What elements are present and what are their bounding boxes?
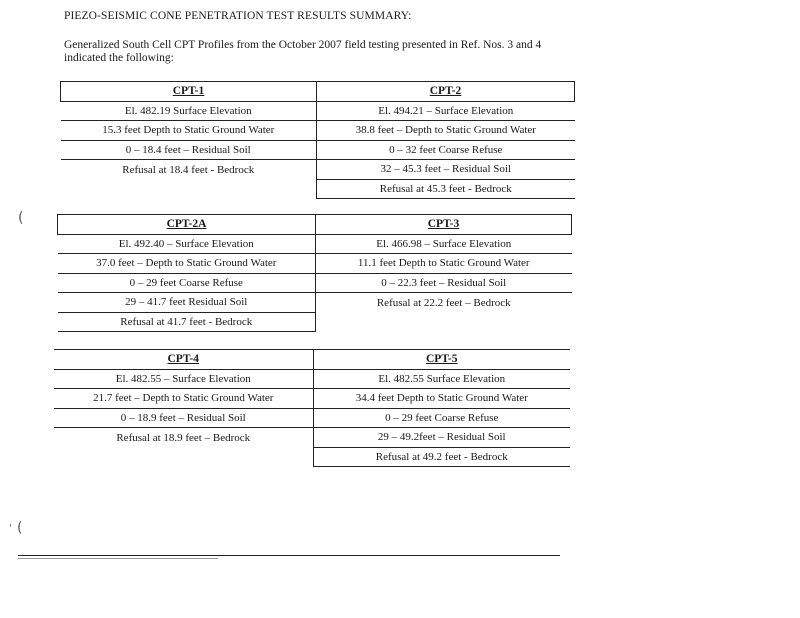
cpt-2-ground-water: 38.8 feet – Depth to Static Ground Water [317,121,575,141]
cpt-1-ground-water: 15.3 feet Depth to Static Ground Water [61,121,317,141]
cpt-3-elevation: El. 466.98 – Surface Elevation [316,234,572,254]
cpt-3-empty-cell [316,312,572,332]
cpt-2-heading: CPT-2 [317,82,575,102]
cpt-5-refusal: Refusal at 49.2 feet - Bedrock [313,447,570,467]
cpt-2a-refuse-layer: 0 – 29 feet Coarse Refuse [58,273,316,293]
cpt-4-soil-layer: 0 – 18.9 feet – Residual Soil [54,408,313,428]
cpt-2-soil-layer: 32 – 45.3 feet – Residual Soil [317,160,575,180]
bottom-rule [18,555,560,556]
cpt-2a-heading: CPT-2A [58,215,316,235]
cpt-3-heading: CPT-3 [316,215,572,235]
cpt-5-heading: CPT-5 [313,350,570,370]
cpt-2a-elevation: El. 492.40 – Surface Elevation [58,234,316,254]
cpt-2-elevation: El. 494.21 – Surface Elevation [317,101,575,121]
cpt-3-ground-water: 11.1 feet Depth to Static Ground Water [316,254,572,274]
cpt-2a-soil-layer: 29 – 41.7 feet Residual Soil [58,293,316,313]
scan-mark-1: ( [18,210,24,226]
page-title: PIEZO-SEISMIC CONE PENETRATION TEST RESULTS SUMMARY: [64,10,412,22]
cpt-1-soil-layer: 0 – 18.4 feet – Residual Soil [61,140,317,160]
cpt-1-elevation: El. 482.19 Surface Elevation [61,101,317,121]
cpt-5-refuse-layer: 0 – 29 feet Coarse Refuse [313,408,570,428]
cpt-1-empty-cell [61,179,317,199]
cpt-4-ground-water: 21.7 feet – Depth to Static Ground Water [54,389,313,409]
cpt-2a-refusal: Refusal at 41.7 feet - Bedrock [58,312,316,332]
cpt-3-soil-layer: 0 – 22.3 feet – Residual Soil [316,273,572,293]
scan-mark-2: ( [17,520,23,536]
scan-mark-3: ' [9,523,12,534]
intro-paragraph: Generalized South Cell CPT Profiles from the October 2007 field testing presented in Ref. Nos. 3 and 4 indicated the following: [64,39,542,64]
cpt-4-elevation: El. 482.55 – Surface Elevation [54,369,313,389]
cpt-table-2 [57,214,572,332]
cpt-2-refusal: Refusal at 45.3 feet - Bedrock [317,179,575,199]
cpt-5-ground-water: 34.4 feet Depth to Static Ground Water [313,389,570,409]
bottom-rule-shadow [18,558,218,559]
cpt-2a-ground-water: 37.0 feet – Depth to Static Ground Water [58,254,316,274]
cpt-2-refuse-layer: 0 – 32 feet Coarse Refuse [317,140,575,160]
cpt-3-refusal: Refusal at 22.2 feet – Bedrock [376,296,511,309]
cpt-5-elevation: El. 482.55 Surface Elevation [313,369,570,389]
cpt-table-3 [54,349,570,467]
cpt-4-empty-cell [54,447,313,467]
cpt-1-refusal: Refusal at 18.4 feet - Bedrock [61,160,317,180]
cpt-4-heading: CPT-4 [54,350,313,370]
cpt-1-heading: CPT-1 [61,82,317,102]
cpt-4-refusal: Refusal at 18.9 feet – Bedrock [54,428,313,448]
cpt-5-soil-layer: 29 – 49.2feet – Residual Soil [313,428,570,448]
cpt-table-1 [60,81,575,199]
